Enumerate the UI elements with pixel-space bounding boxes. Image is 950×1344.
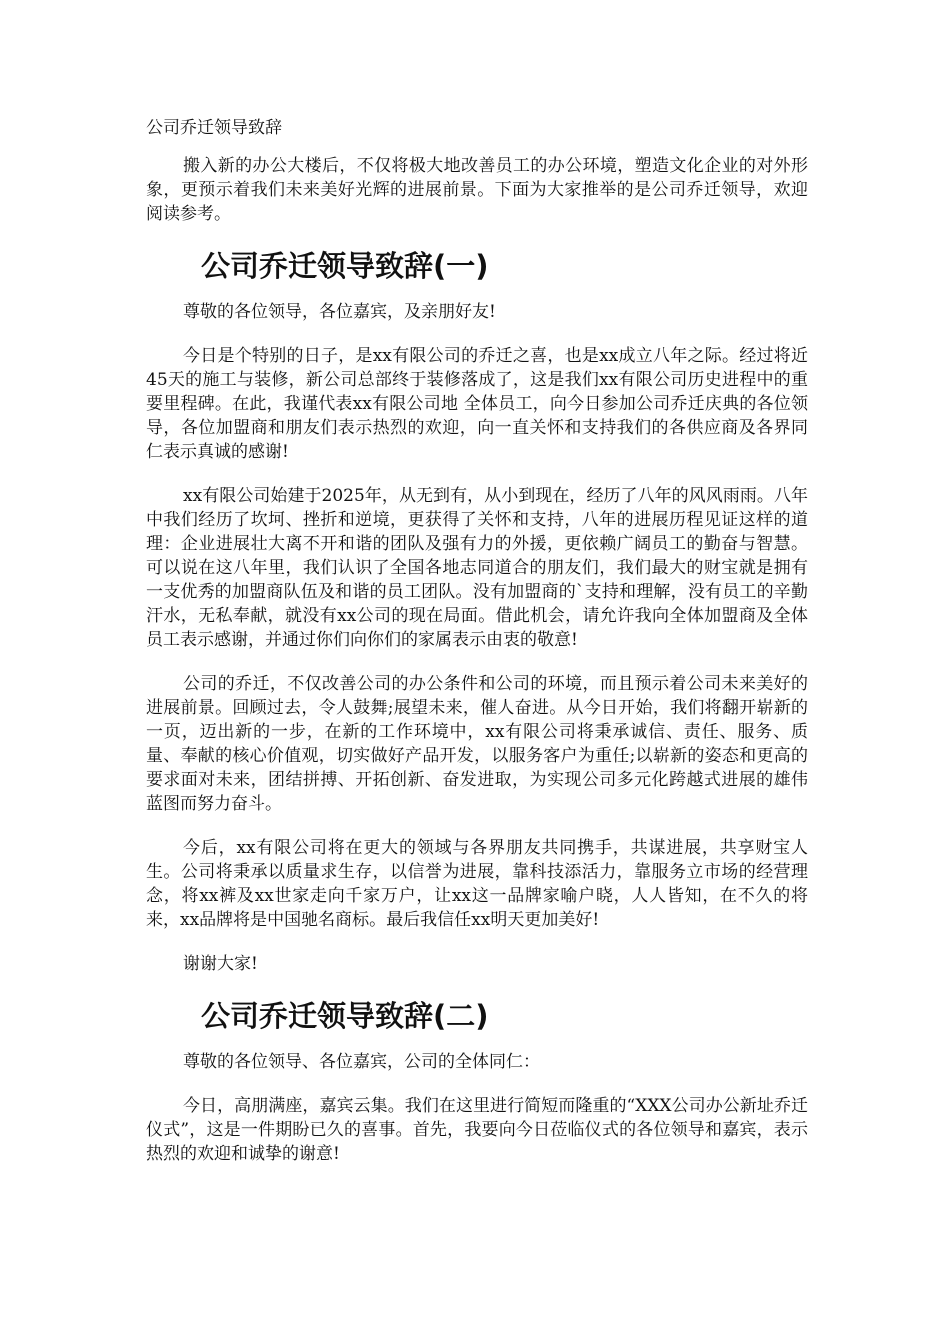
intro-paragraph: 搬入新的办公大楼后，不仅将极大地改善员工的办公环境，塑造文化企业的对外形象，更预示着我们未来美好光辉的进展前景。下面为大家推举的是公司乔迁领导，欢迎阅读参考。 (146, 156, 808, 224)
section-1-paragraph: 公司的乔迁，不仅改善公司的办公条件和公司的环境，而且预示着公司未来美好的进展前景。回顾过去，令人鼓舞;展望未来，催人奋进。从今日开始，我们将翻开崭新的一页，迈出新的一步，在新的工作环境中，xx有限公司将秉承诚信、责任、服务、质量、奉献的核心价值观，切实做好产品开发，以服务客户为重任;以崭新的姿态和更高的要求面对未来，团结拼搏、开拓创新、奋发进取，为实现公司多元化跨越式进展的雄伟蓝图而努力奋斗。 (146, 674, 808, 814)
section-2-paragraph: 今日，高朋满座，嘉宾云集。我们在这里进行简短而隆重的“XXX公司办公新址乔迁仪式”，这是一件期盼已久的喜事。首先，我要向今日莅临仪式的各位领导和嘉宾，表示热烈的欢迎和诚挚的谢意! (146, 1096, 808, 1164)
section-2-heading: 公司乔迁领导致辞(二) (201, 999, 489, 1033)
section-1-paragraph: xx有限公司始建于2025年，从无到有，从小到现在，经历了八年的风风雨雨。八年中我们经历了坎坷、挫折和逆境，更获得了关怀和支持，八年的进展历程见证这样的道理：企业进展壮大离不开和谐的团队及强有力的外援，更依赖广阔员工的勤奋与智慧。可以说在这八年里，我们认识了全国各地志同道合的朋友们，我们最大的财宝就是拥有一支优秀的加盟商队伍及和谐的员工团队。没有加盟商的`支持和理解，没有员工的辛勤汗水，无私奉献，就没有xx公司的现在局面。借此机会，请允许我向全体加盟商及全体员工表示感谢，并通过你们向你们的家属表示由衷的敬意! (146, 486, 808, 650)
section-2-greeting: 尊敬的各位领导、各位嘉宾，公司的全体同仁： (183, 1052, 540, 1072)
section-1-heading: 公司乔迁领导致辞(一) (201, 249, 489, 283)
section-1-greeting: 尊敬的各位领导，各位嘉宾，及亲朋好友! (183, 302, 496, 322)
document-title: 公司乔迁领导致辞 (146, 118, 282, 138)
section-1-paragraph: 今后，xx有限公司将在更大的领域与各界朋友共同携手，共谋进展，共享财宝人生。公司将秉承以质量求生存，以信誉为进展，靠科技添活力，靠服务立市场的经营理念，将xx裤及xx世家走向千家万户，让xx这一品牌家喻户晓，人人皆知，在不久的将来，xx品牌将是中国驰名商标。最后我信任xx明天更加美好! (146, 838, 808, 930)
section-1-closing: 谢谢大家! (183, 954, 258, 974)
section-1-paragraph: 今日是个特别的日子，是xx有限公司的乔迁之喜，也是xx成立八年之际。经过将近45天的施工与装修，新公司总部终于装修落成了，这是我们xx有限公司历史进程中的重要里程碑。在此，我谨代表xx有限公司地 全体员工，向今日参加公司乔迁庆典的各位领导，各位加盟商和朋友们表示热烈的欢迎，向一直关怀和支持我们的各供应商及各界同仁表示真诚的感谢! (146, 346, 808, 462)
document-page (146, 116, 808, 1186)
